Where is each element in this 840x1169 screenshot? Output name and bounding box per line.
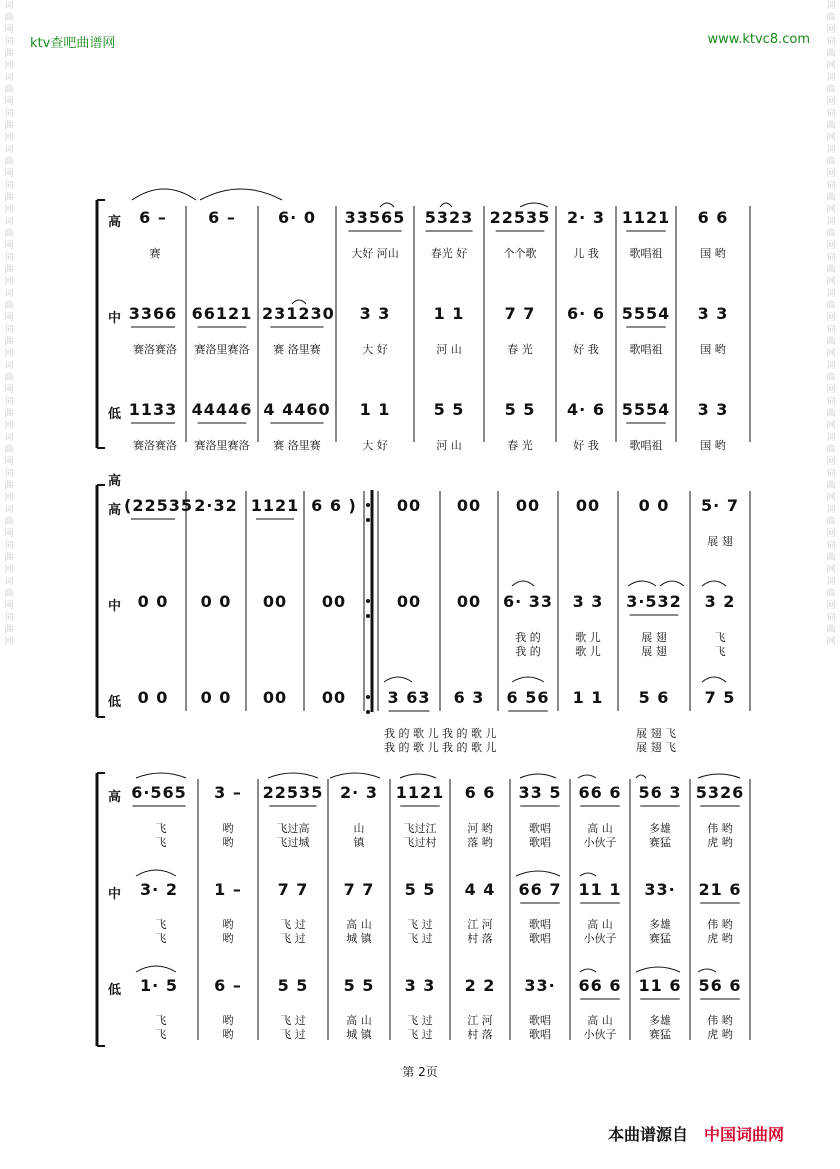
voice-label-mid: 中	[108, 599, 122, 614]
lyric-cell: 歌唱	[529, 822, 551, 835]
lyric-cell: 赛猛	[649, 836, 671, 849]
lyric-cell: 飞 过	[407, 918, 433, 931]
lyric-cell: 赛洛里赛洛	[194, 439, 250, 452]
note-cell: 3 3	[359, 304, 391, 323]
lyric-cell: 赛 洛里赛	[273, 343, 321, 356]
lyric-cell: 飞	[155, 1014, 167, 1027]
watermark-right: 词曲网词曲网词曲网词曲网词曲网词曲网词曲网词曲网词曲网词曲网词曲网词曲网词曲网词曲网词曲网词曲网词曲网词曲网	[826, 1, 836, 647]
note-cell: 1· 5	[140, 976, 178, 995]
note-cell: 231230	[262, 304, 335, 323]
slur-arc	[628, 581, 656, 586]
slur-arc	[400, 774, 436, 778]
lyric-cell: 虎 哟	[707, 1028, 733, 1041]
lyric-cell: 河 山	[436, 439, 462, 452]
lyric-cell: 高 山	[346, 918, 372, 931]
note-cell: 6 6	[697, 208, 729, 227]
repeat-dot	[366, 695, 370, 699]
lyric-cell: 飞 过	[280, 1014, 306, 1027]
note-cell: 4 4	[464, 880, 496, 899]
lyric-cell: 哟	[222, 1014, 234, 1027]
lyric-cell: 歌唱	[529, 918, 551, 931]
slur-arc	[698, 774, 740, 778]
lyric-cell: 哟	[222, 836, 234, 849]
note-cell: 6· 33	[502, 592, 554, 611]
lyric-line: 展 翅 飞	[636, 727, 676, 740]
note-cell: 2· 3	[567, 208, 605, 227]
lyric-cell: 展 翅	[641, 631, 667, 644]
source-site: 中国词曲网	[704, 1125, 785, 1144]
note-cell: 66 6	[578, 783, 622, 802]
note-cell: 3 3	[697, 400, 729, 419]
note-cell: 1 –	[214, 880, 242, 899]
lyric-cell: 歌唱	[529, 836, 551, 849]
note-cell: 0 0	[200, 688, 232, 707]
lyric-cell: 个个歌	[503, 247, 537, 260]
lyric-cell: 河 哟	[467, 822, 493, 835]
note-cell: 7 7	[504, 304, 536, 323]
lyric-cell: 江 河	[467, 918, 493, 931]
slur-arc	[200, 189, 282, 200]
slur-arc	[580, 873, 596, 876]
note-cell: 00	[321, 592, 347, 611]
lyric-cell: 赛猛	[649, 1028, 671, 1041]
lyric-cell: 高 山	[587, 1014, 613, 1027]
lyric-cell: 高 山	[346, 1014, 372, 1027]
note-cell: 56 6	[698, 976, 742, 995]
note-cell: 6 3	[453, 688, 485, 707]
note-cell: 3 3	[404, 976, 436, 995]
lyric-cell: 飞 过	[280, 918, 306, 931]
voice-label-low: 低	[108, 983, 122, 998]
lyric-cell: 歌唱祖	[629, 343, 663, 356]
source-prefix: 本曲谱源自	[608, 1125, 689, 1144]
note-cell: 3· 2	[140, 880, 178, 899]
lyric-cell: 大好 河山	[351, 247, 399, 260]
lyric-cell: 高 山	[587, 822, 613, 835]
note-cell: 00	[321, 688, 347, 707]
lyric-cell: 飞 过	[280, 1028, 306, 1041]
lyric-cell: 赛洛赛洛	[133, 343, 177, 356]
note-cell: 6·565	[131, 783, 187, 802]
lyric-cell: 多雄	[649, 822, 671, 835]
lyric-cell: 飞	[714, 645, 726, 658]
note-cell: 1121	[395, 783, 445, 802]
lyric-cell: 国 哟	[700, 439, 726, 452]
lyric-cell: 我 的	[515, 645, 541, 658]
lyric-cell: 伟 哟	[707, 918, 733, 931]
header-left-site: ktv查吧曲谱网	[30, 36, 116, 51]
lyric-cell: 国 哟	[700, 343, 726, 356]
lyric-cell: 哟	[222, 1028, 234, 1041]
voice-label-mid: 中	[108, 311, 122, 326]
lyric-cell: 歌 儿	[575, 631, 601, 644]
note-cell: 2 2	[464, 976, 496, 995]
note-cell: 6· 0	[278, 208, 316, 227]
note-cell: 5 5	[277, 976, 309, 995]
voice-label-low: 低	[108, 695, 122, 710]
note-cell: 33·	[524, 976, 556, 995]
note-cell: 1 1	[359, 400, 391, 419]
note-cell: 00	[456, 592, 482, 611]
note-cell: 1121	[621, 208, 671, 227]
lyric-cell: 赛猛	[649, 932, 671, 945]
lyric-cell: 飞	[155, 1028, 167, 1041]
slur-arc	[698, 969, 716, 972]
note-cell: 33565	[344, 208, 406, 227]
slur-arc	[578, 775, 596, 778]
slur-arc	[330, 773, 380, 778]
repeat-dot	[366, 503, 370, 507]
note-cell: 6 –	[139, 208, 167, 227]
note-cell: 7 7	[343, 880, 375, 899]
source-credit	[608, 1122, 784, 1145]
note-cell: 6 –	[214, 976, 242, 995]
note-cell: 3 –	[214, 783, 242, 802]
note-cell: 56 3	[638, 783, 682, 802]
lyric-cell: 飞 过	[280, 932, 306, 945]
note-cell: (22535	[124, 496, 193, 515]
lyric-cell: 村 落	[467, 1028, 493, 1041]
voice-mark-high: 高	[108, 474, 122, 489]
lyric-cell: 哟	[222, 918, 234, 931]
note-cell: 5326	[695, 783, 745, 802]
note-cell: 00	[396, 592, 422, 611]
lyric-cell: 伟 哟	[707, 822, 733, 835]
header-right-url: www.ktvc8.com	[707, 32, 810, 47]
note-cell: 00	[575, 496, 601, 515]
lyric-cell: 河 山	[436, 343, 462, 356]
note-cell: 4 4460	[263, 400, 331, 419]
note-cell: 5 5	[343, 976, 375, 995]
lyric-line: 展 翅 飞	[636, 741, 676, 754]
page-number: 第 2页	[402, 1065, 438, 1079]
lyric-cell: 落 哟	[467, 836, 493, 849]
repeat-dot	[366, 518, 370, 522]
note-cell: 1 1	[572, 688, 604, 707]
lyric-cell: 镇	[353, 836, 365, 849]
note-cell: 5 5	[433, 400, 465, 419]
lyric-cell: 赛 洛里赛	[273, 439, 321, 452]
slur-arc	[520, 774, 556, 778]
note-cell: 22535	[489, 208, 551, 227]
slur-arc	[516, 871, 560, 876]
repeat-dot	[366, 599, 370, 603]
note-cell: 00	[262, 688, 288, 707]
note-cell: 6 6	[464, 783, 496, 802]
note-cell: 6 56	[506, 688, 550, 707]
note-cell: 00	[456, 496, 482, 515]
lyric-cell: 赛洛里赛洛	[194, 343, 250, 356]
note-cell: 1121	[250, 496, 300, 515]
note-cell: 4· 6	[567, 400, 605, 419]
note-cell: 33 5	[518, 783, 562, 802]
note-cell: 5 6	[638, 688, 670, 707]
note-cell: 0 0	[638, 496, 670, 515]
voice-label-high: 高	[108, 790, 122, 805]
lyric-cell: 城 镇	[346, 932, 372, 945]
note-cell: 22535	[262, 783, 324, 802]
note-cell: 21 6	[698, 880, 742, 899]
note-cell: 3 3	[697, 304, 729, 323]
lyric-cell: 小伙子	[583, 932, 617, 945]
note-cell: 3·532	[626, 592, 682, 611]
note-cell: 33·	[644, 880, 676, 899]
lyric-cell: 村 落	[467, 932, 493, 945]
lyric-cell: 哟	[222, 822, 234, 835]
note-cell: 00	[262, 592, 288, 611]
lyric-cell: 歌唱祖	[629, 439, 663, 452]
note-cell: 5 5	[404, 880, 436, 899]
lyric-cell: 虎 哟	[707, 836, 733, 849]
lyric-cell: 飞	[155, 822, 167, 835]
slur-arc	[384, 677, 412, 682]
note-cell: 7 5	[704, 688, 736, 707]
note-cell: 11 6	[638, 976, 682, 995]
lyric-cell: 飞过江	[403, 822, 437, 835]
note-cell: 2· 3	[340, 783, 378, 802]
voice-label-mid: 中	[108, 887, 122, 902]
lyric-cell: 春光 好	[430, 247, 468, 260]
lyric-cell: 展 翅	[641, 645, 667, 658]
note-cell: 0 0	[137, 688, 169, 707]
note-cell: 3 63	[387, 688, 431, 707]
note-cell: 66121	[191, 304, 253, 323]
note-cell: 5554	[621, 304, 671, 323]
repeat-dot	[366, 710, 370, 714]
note-cell: 2·32	[194, 496, 238, 515]
note-cell: 0 0	[200, 592, 232, 611]
lyric-cell: 飞 过	[407, 932, 433, 945]
lyric-cell: 飞过村	[403, 836, 437, 849]
repeat-dot	[366, 614, 370, 618]
note-cell: 5554	[621, 400, 671, 419]
lyric-cell: 飞过高	[276, 822, 310, 835]
lyric-cell: 飞过城	[276, 836, 310, 849]
lyric-cell: 展 翅	[707, 535, 733, 548]
lyric-cell: 春 光	[507, 343, 533, 356]
note-cell: 3 2	[704, 592, 736, 611]
note-cell: 5 5	[504, 400, 536, 419]
lyric-cell: 国 哟	[700, 247, 726, 260]
lyric-cell: 山	[353, 822, 365, 835]
note-cell: 66 6	[578, 976, 622, 995]
note-cell: 6· 6	[567, 304, 605, 323]
lyric-cell: 好 我	[573, 439, 599, 452]
lyric-cell: 赛	[149, 247, 161, 260]
slur-arc	[268, 773, 318, 778]
lyric-cell: 飞	[155, 932, 167, 945]
lyric-cell: 我 的	[515, 631, 541, 644]
lyric-cell: 赛洛赛洛	[133, 439, 177, 452]
note-cell: 00	[396, 496, 422, 515]
lyric-cell: 歌唱	[529, 932, 551, 945]
lyric-cell: 儿 我	[573, 247, 599, 260]
watermark-left: 词曲网词曲网词曲网词曲网词曲网词曲网词曲网词曲网词曲网词曲网词曲网词曲网词曲网词曲网词曲网词曲网词曲网词曲网	[4, 1, 14, 647]
note-cell: 3 3	[572, 592, 604, 611]
lyric-cell: 城 镇	[346, 1028, 372, 1041]
lyric-cell: 飞 过	[407, 1028, 433, 1041]
lyric-cell: 好 我	[573, 343, 599, 356]
note-cell: 0 0	[137, 592, 169, 611]
note-cell: 00	[515, 496, 541, 515]
slur-arc	[636, 775, 646, 778]
slur-arc	[636, 967, 680, 972]
slur-arc	[136, 773, 186, 778]
lyric-cell: 飞	[155, 918, 167, 931]
lyric-cell: 飞	[714, 631, 726, 644]
slur-arc	[520, 203, 548, 207]
lyric-cell: 歌唱	[529, 1014, 551, 1027]
lyric-cell: 歌唱祖	[629, 247, 663, 260]
slur-arc	[440, 203, 452, 207]
lyric-cell: 大 好	[362, 343, 388, 356]
voice-label-low: 低	[108, 407, 122, 422]
lyric-cell: 歌唱	[529, 1028, 551, 1041]
lyric-cell: 高 山	[587, 918, 613, 931]
note-cell: 66 7	[518, 880, 562, 899]
slur-arc	[132, 189, 196, 200]
note-cell: 3366	[128, 304, 178, 323]
lyric-cell: 歌 儿	[575, 645, 601, 658]
slur-arc	[136, 870, 176, 876]
note-cell: 1 1	[433, 304, 465, 323]
slur-arc	[702, 677, 726, 682]
slur-arc	[512, 581, 534, 586]
lyric-cell: 哟	[222, 932, 234, 945]
lyric-cell: 春 光	[507, 439, 533, 452]
lyric-cell: 大 好	[362, 439, 388, 452]
lyric-cell: 小伙子	[583, 836, 617, 849]
lyric-cell: 多雄	[649, 918, 671, 931]
note-cell: 6 –	[208, 208, 236, 227]
lyric-line: 我 的 歌 儿 我 的 歌 儿	[384, 727, 497, 740]
slur-arc	[136, 966, 176, 972]
slur-arc	[580, 969, 596, 972]
lyric-line: 我 的 歌 儿 我 的 歌 儿	[384, 741, 497, 754]
lyric-cell: 飞 过	[407, 1014, 433, 1027]
lyric-cell: 小伙子	[583, 1028, 617, 1041]
note-cell: 7 7	[277, 880, 309, 899]
note-cell: 5· 7	[701, 496, 739, 515]
note-cell: 6 6 )	[311, 496, 357, 515]
slur-arc	[660, 581, 684, 586]
note-cell: 5323	[424, 208, 474, 227]
note-cell: 44446	[191, 400, 253, 419]
voice-label-high: 高	[108, 503, 122, 518]
lyric-cell: 飞	[155, 836, 167, 849]
lyric-cell: 江 河	[467, 1014, 493, 1027]
note-cell: 1133	[128, 400, 178, 419]
lyric-cell: 多雄	[649, 1014, 671, 1027]
lyric-cell: 虎 哟	[707, 932, 733, 945]
voice-label-high: 高	[108, 215, 122, 230]
slur-arc	[380, 203, 394, 207]
slur-arc	[512, 677, 544, 682]
note-cell: 11 1	[578, 880, 622, 899]
lyric-cell: 伟 哟	[707, 1014, 733, 1027]
slur-arc	[702, 581, 726, 586]
